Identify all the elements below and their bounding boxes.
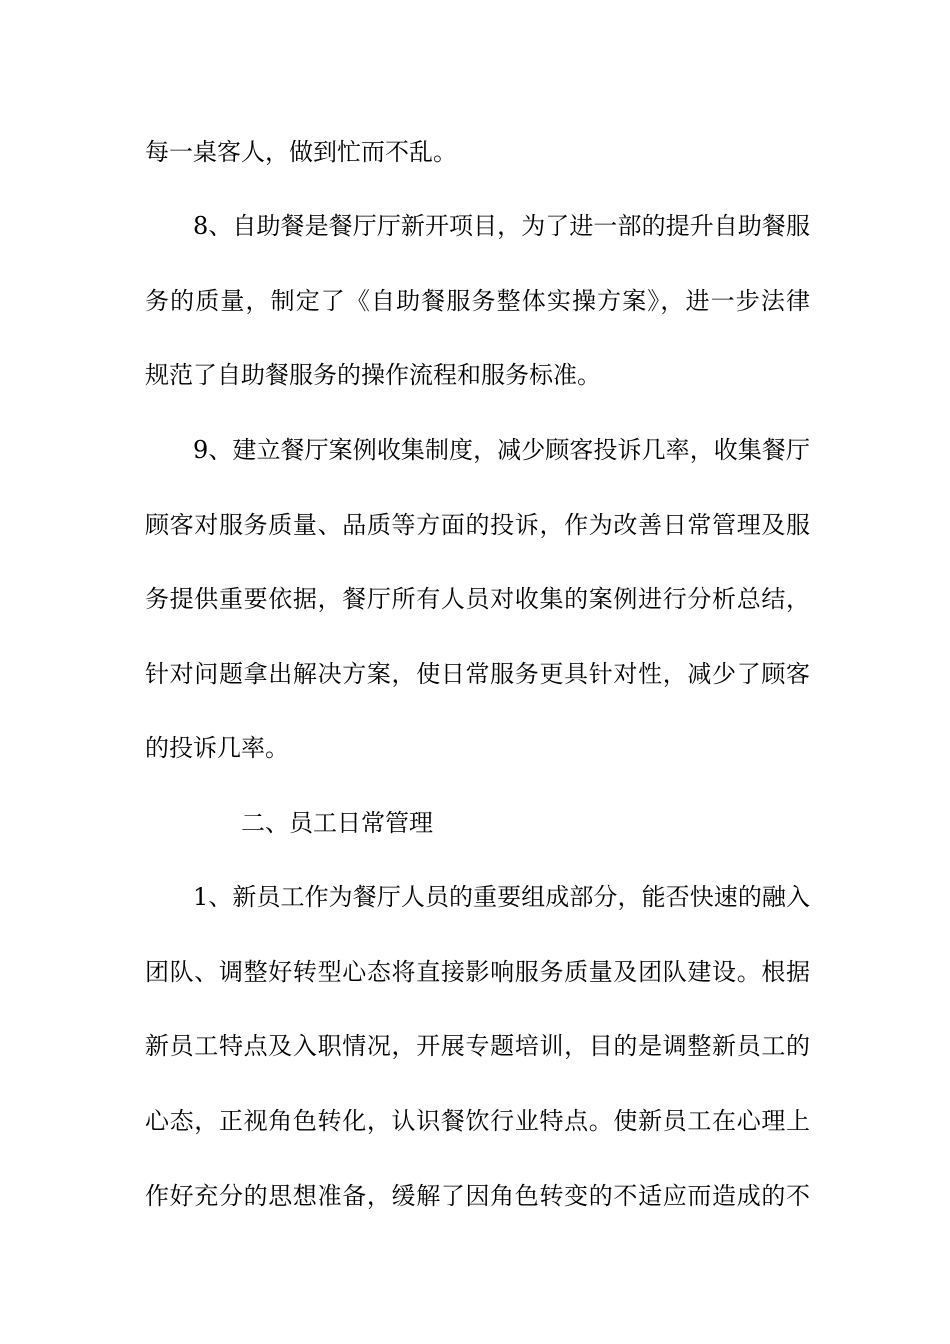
text-line: 针对问题拿出解决方案，使日常服务更具针对性，减少了顾客 <box>145 660 810 688</box>
paragraph-start-line: 9、建立餐厅案例收集制度，减少顾客投诉几率，收集餐厅 <box>193 436 810 464</box>
text-line: 心态，正视角色转化，认识餐饮行业特点。使新员工在心理上 <box>145 1107 810 1135</box>
text-line: 务提供重要依据，餐厅所有人员对收集的案例进行分析总结， <box>145 585 810 613</box>
paragraph-start-line: 1、新员工作为餐厅人员的重要组成部分，能否快速的融入 <box>193 883 810 911</box>
text-line: 规范了自助餐服务的操作流程和服务标准。 <box>145 361 601 389</box>
text-line: 团队、调整好转型心态将直接影响服务质量及团队建设。根据 <box>145 958 810 986</box>
text-line: 顾客对服务质量、品质等方面的投诉，作为改善日常管理及服 <box>145 511 810 539</box>
paragraph-start-line: 8、自助餐是餐厅厅新开项目，为了进一部的提升自助餐服 <box>193 212 810 240</box>
text-line: 作好充分的思想准备，缓解了因角色转变的不适应而造成的不 <box>145 1182 810 1210</box>
text-line: 每一桌客人，做到忙而不乱。 <box>145 138 457 166</box>
text-line: 的投诉几率。 <box>145 734 289 762</box>
section-heading: 二、员工日常管理 <box>241 809 433 837</box>
text-line: 务的质量，制定了《自助餐服务整体实操方案》，进一步法律 <box>145 287 810 315</box>
text-line: 新员工特点及入职情况，开展专题培训，目的是调整新员工的 <box>145 1032 810 1060</box>
